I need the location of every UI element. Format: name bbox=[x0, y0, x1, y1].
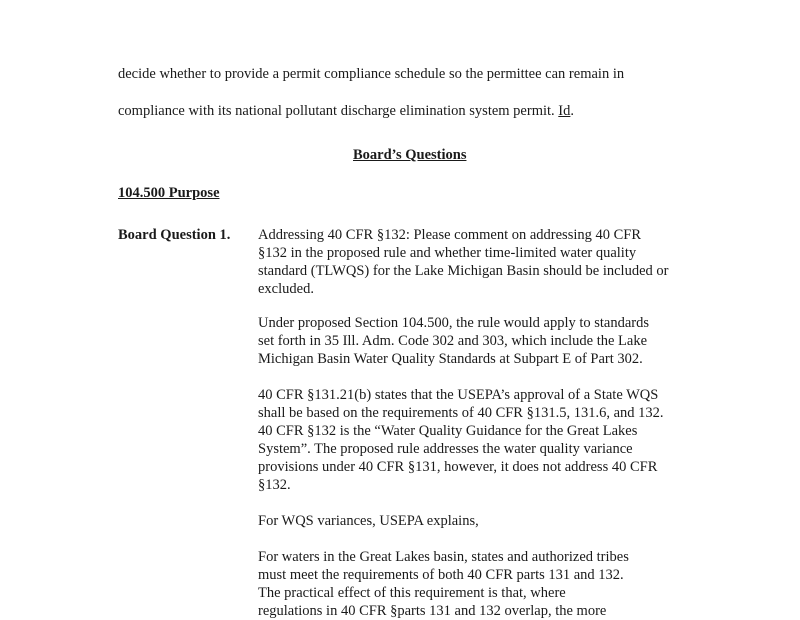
id-citation: Id bbox=[558, 103, 571, 119]
paragraph-line: Under proposed Section 104.500, the rule would apply to standards bbox=[258, 315, 650, 331]
paragraph-line: shall be based on the requirements of 40 CFR §131.5, 131.6, and 132. bbox=[258, 405, 664, 421]
paragraph-line: Michigan Basin Water Quality Standards at Subpart E of Part 302. bbox=[258, 351, 643, 367]
quote-line: regulations in 40 CFR §parts 131 and 132 overlap, the more bbox=[258, 603, 607, 619]
quote-line: must meet the requirements of both 40 CFR parts 131 and 132. bbox=[258, 567, 624, 583]
section-heading: Board’s Questions bbox=[353, 147, 467, 163]
question-line: excluded. bbox=[258, 281, 314, 297]
intro-line-2-text: compliance with its national pollutant discharge elimination system permit. bbox=[118, 103, 559, 119]
paragraph-line: §132. bbox=[258, 477, 291, 493]
paragraph-2 bbox=[258, 386, 664, 494]
intro-line-2 bbox=[118, 102, 574, 120]
paragraph-line: set forth in 35 Ill. Adm. Code 302 and 303, which include the Lake bbox=[258, 333, 648, 349]
paragraph-1 bbox=[258, 314, 649, 368]
question-line: standard (TLWQS) for the Lake Michigan Basin should be included or bbox=[258, 263, 669, 279]
intro-line-2-end: . bbox=[570, 103, 575, 119]
quote-line: For waters in the Great Lakes basin, states and authorized tribes bbox=[258, 549, 629, 565]
paragraph-line: 40 CFR §131.21(b) states that the USEPA’s approval of a State WQS bbox=[258, 387, 659, 403]
intro-line-1: decide whether to provide a permit compliance schedule so the permittee can remain in bbox=[118, 66, 625, 82]
question-text bbox=[258, 226, 668, 298]
block-quote bbox=[258, 548, 629, 620]
question-line: Addressing 40 CFR §132: Please comment on addressing 40 CFR bbox=[258, 227, 642, 243]
subheading-purpose: 104.500 Purpose bbox=[118, 185, 220, 201]
question-line: §132 in the proposed rule and whether time-limited water quality bbox=[258, 245, 637, 261]
paragraph-line: provisions under 40 CFR §131, however, it does not address 40 CFR bbox=[258, 459, 658, 475]
paragraph-3: For WQS variances, USEPA explains, bbox=[258, 513, 479, 529]
paragraph-line: System”. The proposed rule addresses the water quality variance bbox=[258, 441, 633, 457]
quote-line: The practical effect of this requirement is that, where bbox=[258, 585, 566, 601]
paragraph-line: 40 CFR §132 is the “Water Quality Guidance for the Great Lakes bbox=[258, 423, 638, 439]
question-label: Board Question 1. bbox=[118, 227, 231, 243]
